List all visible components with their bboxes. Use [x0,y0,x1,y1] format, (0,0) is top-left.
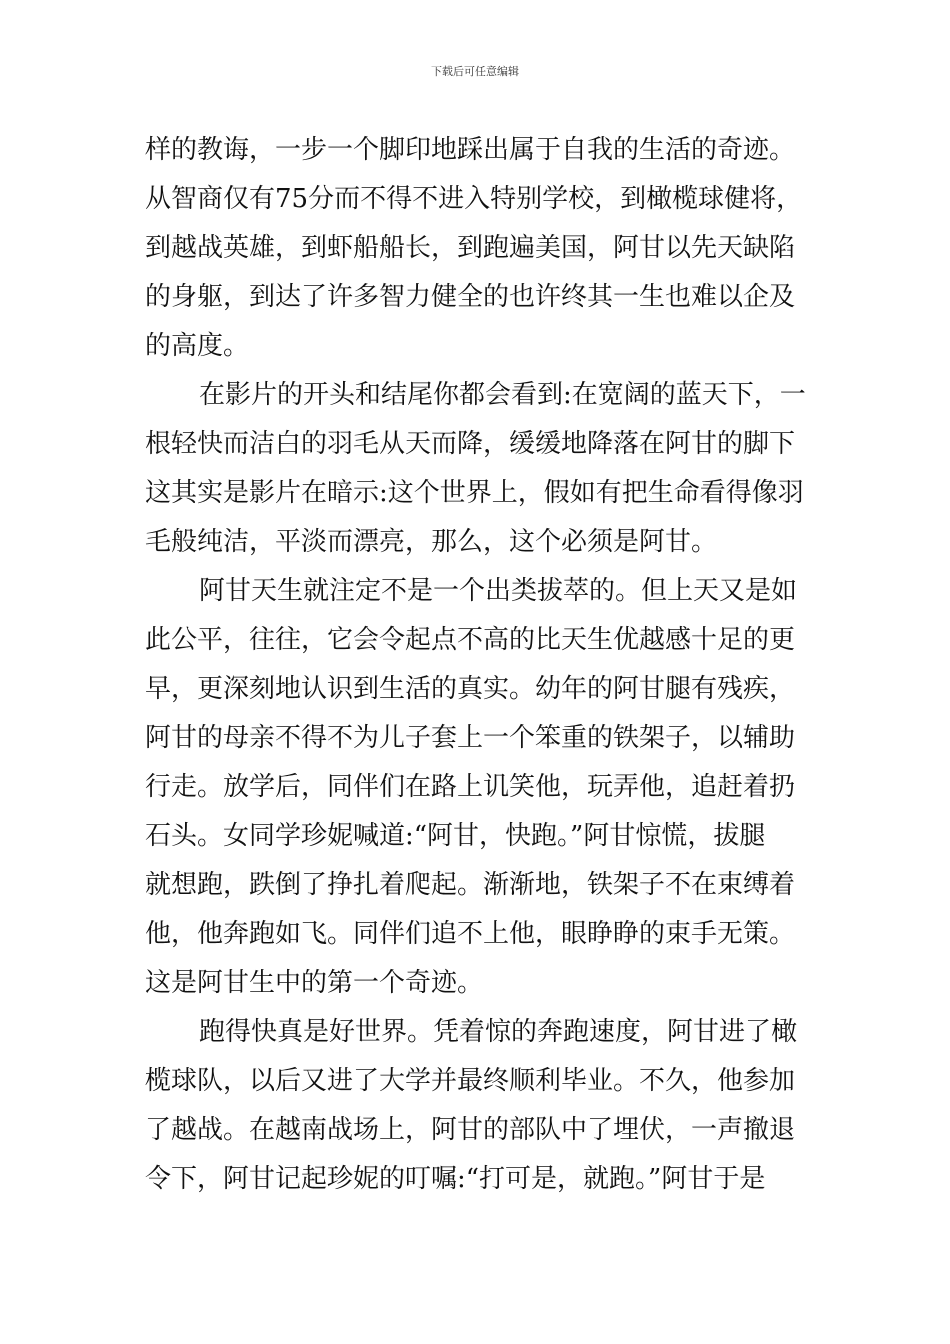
text-line: 根轻快而洁白的羽毛从天而降，缓缓地降落在阿甘的脚下 [145,429,796,459]
text-line: 石头。女同学珍妮喊道:“阿甘，快跑。”阿甘惊慌，拔腿 [145,821,766,851]
text-line: 在影片的开头和结尾你都会看到:在宽阔的蓝天下，一 [199,380,806,410]
text-line: 的高度。 [145,331,250,361]
text-line: 样的教诲，一步一个脚印地踩出属于自我的生活的奇迹。 [145,135,796,165]
text-line: 早，更深刻地认识到生活的真实。幼年的阿甘腿有残疾， [145,674,796,704]
text-line: 行走。放学后，同伴们在路上讥笑他，玩弄他，追赶着扔 [145,772,796,802]
text-line: 了越战。在越南战场上，阿甘的部队中了埋伏，一声撤退 [145,1115,796,1145]
paragraph-1 [145,126,810,371]
text-line: 到越战英雄，到虾船船长，到跑遍美国，阿甘以先天缺陷 [145,233,796,263]
text-line: 从智商仅有75分而不得不进入特别学校，到橄榄球健将， [145,184,803,214]
text-line: 阿甘天生就注定不是一个出类拔萃的。但上天又是如 [199,576,798,606]
paragraph-2 [145,371,810,567]
text-line: 毛般纯洁，平淡而漂亮，那么，这个必须是阿甘。 [145,527,718,557]
text-line: 此公平，往往，它会令起点不高的比天生优越感十足的更 [145,625,796,655]
text-line: 就想跑，跌倒了挣扎着爬起。渐渐地，铁架子不在束缚着 [145,870,796,900]
text-line: 他，他奔跑如飞。同伴们追不上他，眼睁睁的束手无策。 [145,919,796,949]
text-line: 令下，阿甘记起珍妮的叮嘱:“打可是，就跑。”阿甘于是 [145,1164,766,1194]
text-line: 这其实是影片在暗示:这个世界上，假如有把生命看得像羽 [145,478,804,508]
page-header: 下载后可任意编辑 [431,65,519,78]
paragraph-4 [145,1008,810,1204]
text-line: 榄球队，以后又进了大学并最终顺利毕业。不久，他参加 [145,1066,796,1096]
text-line: 阿甘的母亲不得不为儿子套上一个笨重的铁架子，以辅助 [145,723,796,753]
document-body [145,126,810,1204]
paragraph-3 [145,567,810,1008]
text-line: 跑得快真是好世界。凭着惊的奔跑速度，阿甘进了橄 [199,1017,798,1047]
text-line: 这是阿甘生中的第一个奇迹。 [145,968,484,998]
text-line: 的身躯，到达了许多智力健全的也许终其一生也难以企及 [145,282,796,312]
